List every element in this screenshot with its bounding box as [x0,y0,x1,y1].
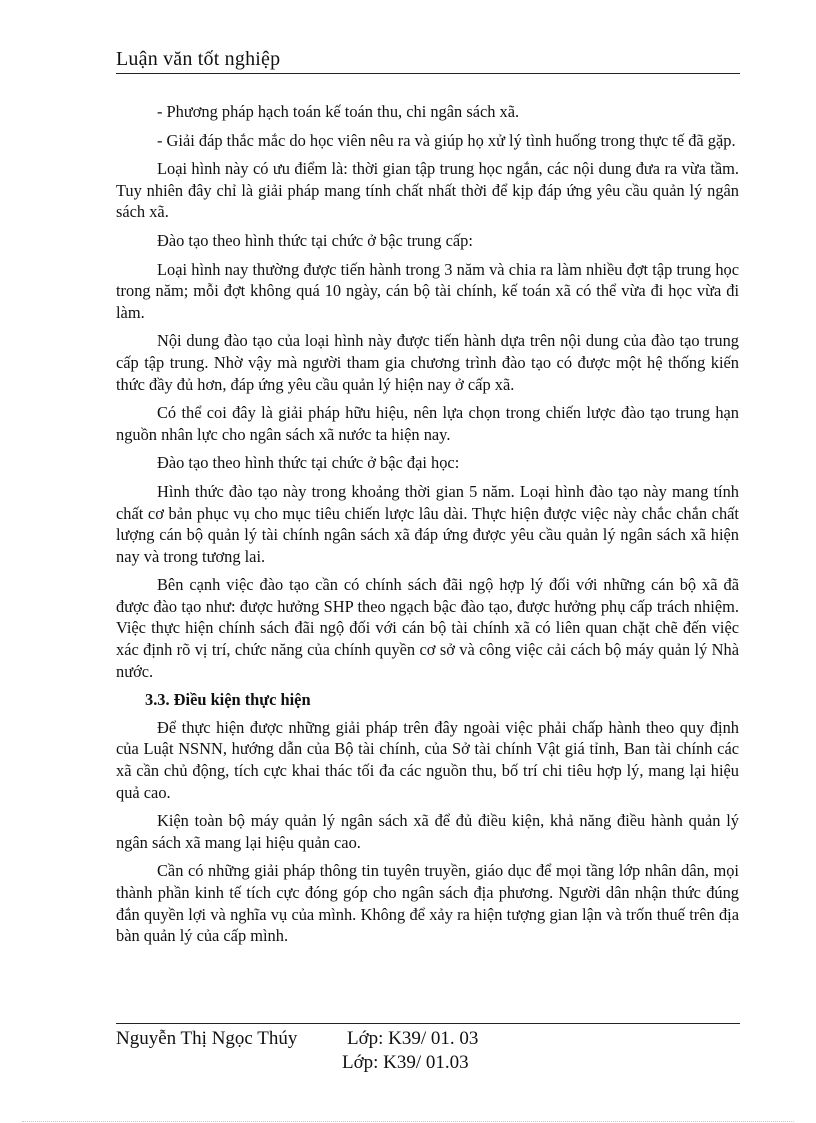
document-body [116,101,739,954]
footer-author-name: Nguyễn Thị Ngọc Thúy [116,1028,298,1049]
body-paragraph: Loại hình này có ưu điểm là: thời gian tập trung học ngắn, các nội dung đưa ra vừa tầm. Tuy nhiên đây chỉ là giải pháp mang tính chất nhất thời để kịp đáp ứng yêu cầu quản lý ngân sách xã. [116,159,739,222]
body-paragraph: Loại hình nay thường được tiến hành trong 3 năm và chia ra làm nhiều đợt tập trung học trong năm; mỗi đợt không quá 10 ngày, cán bộ tài chính, kế toán xã có thể vừa đi học vừa đi làm. [116,259,739,322]
body-paragraph: Đào tạo theo hình thức tại chức ở bậc đại học: [157,453,460,473]
body-paragraph: Nội dung đào tạo của loại hình này được tiến hành dựa trên nội dung của đào tạo trung cấp tập trung. Nhờ vậy mà người tham gia chương trình đào tạo có được một hệ thống kiến thức đầy đủ hơn, đáp ứng yêu cầu quản lý hiện nay ở cấp xã. [116,331,739,394]
header-divider [116,73,740,74]
body-paragraph: Bên cạnh việc đào tạo cần có chính sách đãi ngộ hợp lý đối với những cán bộ xã đã được đào tạo như: được hưởng SHP theo ngạch bậc đào tạo, được hưởng phụ cấp trách nhiệm. Việc thực hiện chính sách đãi ngộ đối với cán bộ tài chính xã có liên quan chặt chẽ đến việc xác định rõ vị trí, chức năng của chính quyền cơ sở và công việc cải cách bộ máy quản lý Nhà nước. [116,575,739,681]
page-edge-divider [22,1121,794,1122]
footer-class-line-repeat: Lớp: K39/ 01.03 [342,1052,469,1073]
body-paragraph: - Phương pháp hạch toán kế toán thu, chi ngân sách xã. [157,102,520,121]
section-heading: 3.3. Điều kiện thực hiện [145,690,311,710]
footer-divider [116,1023,740,1024]
body-paragraph: Hình thức đào tạo này trong khoảng thời gian 5 năm. Loại hình đào tạo này mang tính chất cơ bản phục vụ cho mục tiêu chiến lược lâu dài. Thực hiện được việc này chắc chắn chất lượng cán bộ quản lý tài chính ngân sách xã đáp ứng được yêu cầu quản lý ngân sách xã hiện nay và trong tương lai. [116,481,739,566]
body-paragraph: Kiện toàn bộ máy quản lý ngân sách xã để đủ điều kiện, khả năng điều hành quản lý ngân sách xã mang lại hiệu quản cao. [116,811,739,852]
footer-class-line: Lớp: K39/ 01. 03 [347,1028,479,1049]
body-paragraph: Có thể coi đây là giải pháp hữu hiệu, nên lựa chọn trong chiến lược đào tạo trung hạn nguồn nhân lực cho ngân sách xã nước ta hiện nay. [116,403,739,444]
body-paragraph: - Giải đáp thắc mắc do học viên nêu ra và giúp họ xử lý tình huống trong thực tế đã gặp. [157,130,736,150]
body-paragraph: Cần có những giải pháp thông tin tuyên truyền, giáo dục để mọi tầng lớp nhân dân, mọi thành phần kinh tế tích cực đóng góp cho ngân sách địa phương. Người dân nhận thức đúng đắn quyền lợi và nghĩa vụ của mình. Không để xảy ra hiện tượng gian lận và trốn thuế trên địa bàn quản lý của cấp mình. [116,861,739,946]
body-paragraph: Đào tạo theo hình thức tại chức ở bậc trung cấp: [157,230,473,250]
body-paragraph: Để thực hiện được những giải pháp trên đây ngoài việc phải chấp hành theo quy định của Luật NSNN, hướng dẫn của Bộ tài chính, của Sở tài chính Vật giá tỉnh, Ban tài chính các xã cần chủ động, tích cực khai thác tối đa các nguồn thu, bố trí chi tiêu hợp lý, mang lại hiệu quả cao. [116,717,739,802]
page-header-title: Luận văn tốt nghiệp [116,48,281,70]
